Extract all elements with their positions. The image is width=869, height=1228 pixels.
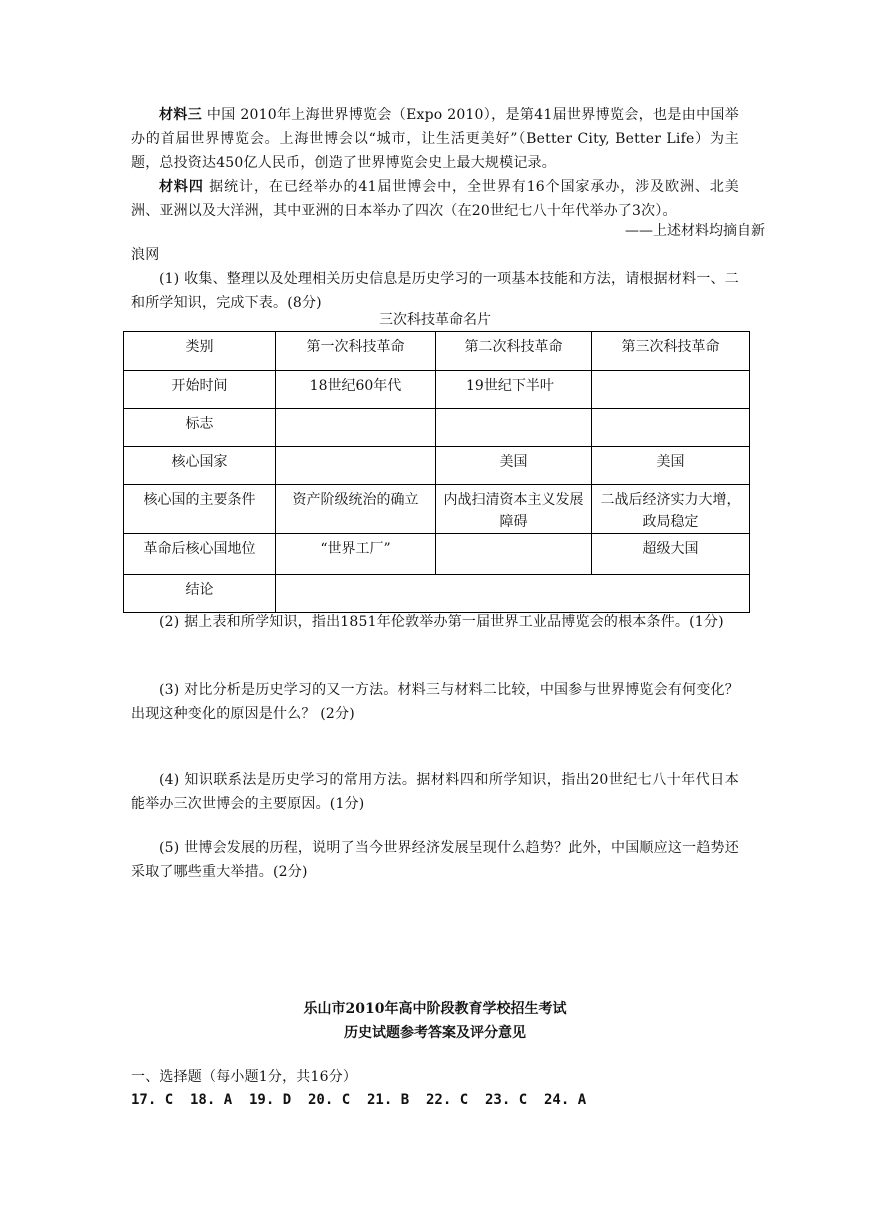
header-cell: 第二次科技革命 — [436, 332, 592, 371]
question-1: (1) 收集、整理以及处理相关历史信息是历史学习的一项基本技能和方法，请根据材料一、二和所学知识，完成下表。(8分) — [131, 271, 739, 311]
conclusion-label-cell: 结论 — [124, 575, 276, 613]
header-cell: 第一次科技革命 — [276, 332, 436, 371]
table-conclusion-row — [124, 575, 750, 613]
section-1-heading: 一、选择题（每小题1分，共16分） — [131, 1069, 358, 1085]
table-row — [124, 371, 750, 409]
material-3-text: 中国 2010年上海世界博览会（Expo 2010），是第41届世界博览会，也是由中国举办的首届世界博览会。上海世博会以“城市，让生活更美好”（Better City, Better Life）为主题，总投资达450亿人民币，创造了世界博览会史上最大规模记录。 — [131, 107, 739, 171]
table-header-row — [124, 332, 750, 371]
row-label-cell: 标志 — [124, 409, 276, 447]
header-cell: 类别 — [124, 332, 276, 371]
table-cell: 超级大国 — [592, 534, 750, 575]
question-2: (2) 据上表和所学知识，指出1851年伦敦举办第一届世界工业品博览会的根本条件。(1分) — [159, 614, 724, 630]
source-note: ——上述材料均摘自新 — [625, 223, 765, 239]
table-cell — [436, 534, 592, 575]
header-cell: 第三次科技革命 — [592, 332, 750, 371]
material-4-text: 据统计，在已经举办的41届世博会中，全世界有16个国家承办，涉及欧洲、北美洲、亚洲以及大洋洲，其中亚洲的日本举办了四次（在20世纪七八十年代举办了3次）。 — [131, 179, 739, 219]
table-cell — [276, 447, 436, 485]
question-3: (3) 对比分析是历史学习的又一方法。材料三与材料二比较，中国参与世界博览会有何变化？出现这种变化的原因是什么？ (2分) — [131, 682, 739, 722]
revolution-table — [123, 331, 750, 613]
table-row — [124, 447, 750, 485]
row-label-cell: 核心国的主要条件 — [124, 485, 276, 534]
question-4: (4) 知识联系法是历史学习的常用方法。据材料四和所学知识，指出20世纪七八十年代日本能举办三次世博会的主要原因。(1分) — [131, 772, 739, 812]
table-cell: 18世纪60年代 — [276, 371, 436, 409]
material-4-label: 材料四 — [159, 179, 204, 195]
table-cell: 美国 — [592, 447, 750, 485]
row-label-cell: 革命后核心国地位 — [124, 534, 276, 575]
table-cell: 19世纪下半叶 — [436, 371, 592, 409]
answer-key-title: 乐山市2010年高中阶段教育学校招生考试 — [303, 1001, 567, 1017]
table-cell: 二战后经济实力大增，政局稳定 — [592, 485, 750, 534]
table-cell — [592, 409, 750, 447]
material-3-paragraph — [131, 103, 739, 175]
table-cell — [276, 409, 436, 447]
material-4-paragraph — [131, 175, 739, 223]
table-row — [124, 485, 750, 534]
question-5: (5) 世博会发展的历程，说明了当今世界经济发展呈现什么趋势？此外，中国顺应这一趋势还采取了哪些重大举措。(2分) — [131, 840, 739, 880]
table-cell: 内战扫清资本主义发展障碍 — [436, 485, 592, 534]
row-label-cell: 核心国家 — [124, 447, 276, 485]
table-row — [124, 534, 750, 575]
table-row — [124, 409, 750, 447]
conclusion-value-cell — [276, 575, 750, 613]
row-label-cell: 开始时间 — [124, 371, 276, 409]
answer-key-subtitle: 历史试题参考答案及评分意见 — [344, 1025, 526, 1041]
table-cell: 美国 — [436, 447, 592, 485]
table-cell: “世界工厂” — [276, 534, 436, 575]
material-3-label: 材料三 — [159, 107, 203, 123]
table-cell — [436, 409, 592, 447]
table-cell — [592, 371, 750, 409]
table-cell: 资产阶级统治的确立 — [276, 485, 436, 534]
source-note-continued: 浪网 — [131, 247, 160, 263]
answer-list: 17. C 18. A 19. D 20. C 21. B 22. C 23. C 24. A — [131, 1092, 587, 1108]
table-caption: 三次科技革命名片 — [379, 312, 491, 328]
